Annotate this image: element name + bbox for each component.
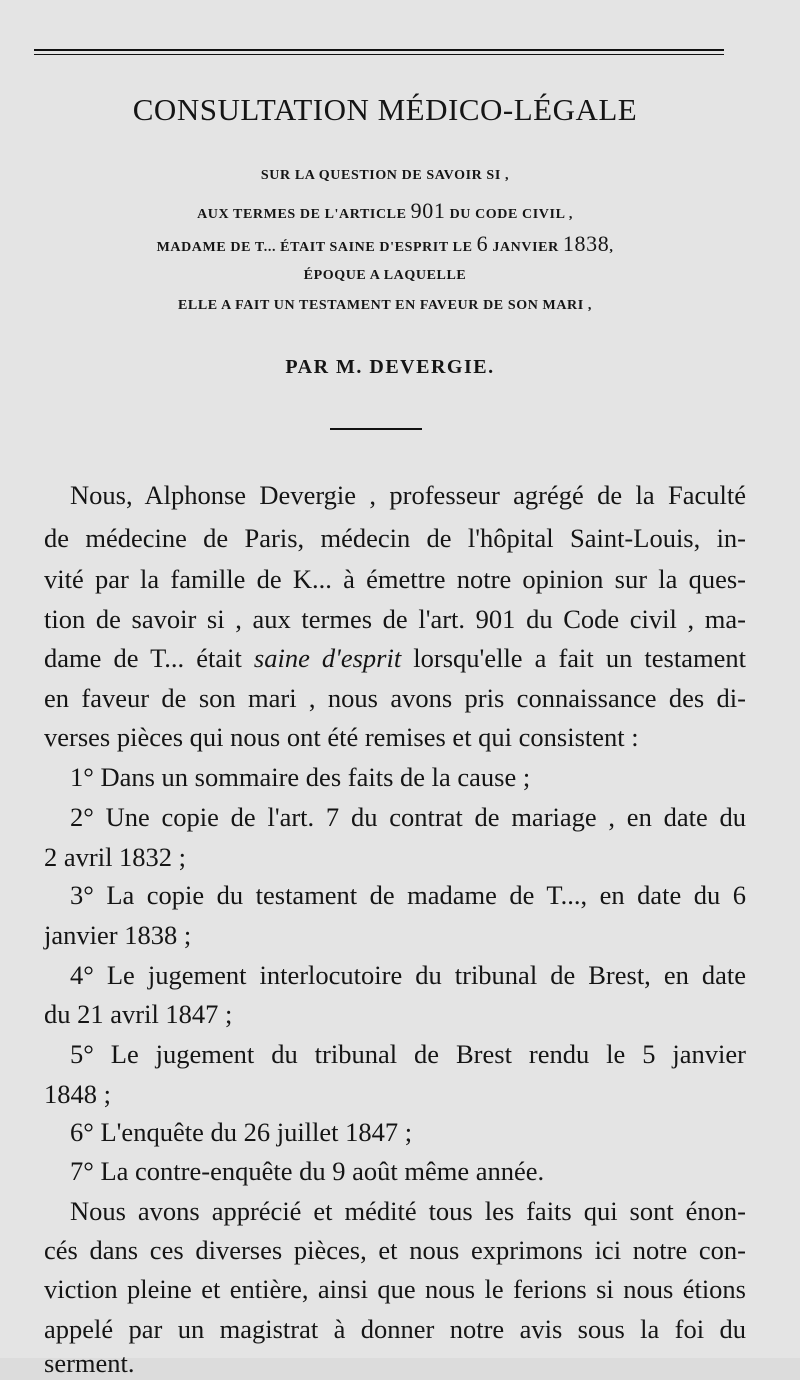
paragraph-line: Nous, Alphonse Devergie , professeur agrégé de la Faculté <box>70 480 746 510</box>
subtitle-line-4: ÉPOQUE A LAQUELLE <box>303 268 467 283</box>
paragraph-line: verses pièces qui nous ont été remises et qui consistent : <box>44 722 639 752</box>
text-run: lorsqu'elle a fait un testament <box>401 643 746 673</box>
paragraph-line <box>44 641 746 675</box>
rule-line <box>34 54 724 55</box>
list-item: 7° La contre-enquête du 9 août même année. <box>70 1156 545 1186</box>
paragraph-line: appelé par un magistrat à donner notre avis sous la foi du <box>44 1314 746 1344</box>
subtitle-line-3 <box>0 231 770 257</box>
subtitle-text: MADAME DE T... ÉTAIT SAINE D'ESPRIT LE <box>156 240 473 255</box>
date-day: 6 <box>476 231 489 256</box>
list-item: 3° La copie du testament de madame de T..., en date du 6 <box>70 880 746 910</box>
paragraph-line: Nous avons apprécié et médité tous les faits qui sont énon- <box>70 1196 746 1226</box>
author-byline: PAR M. DEVERGIE. <box>285 356 495 378</box>
list-item-continuation: 1848 ; <box>44 1079 111 1109</box>
document-title: CONSULTATION MÉDICO-LÉGALE <box>132 92 638 127</box>
list-item: 2° Une copie de l'art. 7 du contrat de mariage , en date du <box>70 802 746 832</box>
date-year: 1838 <box>562 231 610 256</box>
list-item: 5° Le jugement du tribunal de Brest rendu le 5 janvier <box>70 1039 746 1069</box>
list-item: 4° Le jugement interlocutoire du tribunal de Brest, en date <box>70 960 746 990</box>
paragraph-line: serment. <box>44 1348 135 1378</box>
subtitle-text: AUX TERMES DE L'ARTICLE <box>197 207 407 222</box>
subtitle-line-1: SUR LA QUESTION DE SAVOIR SI , <box>260 168 510 183</box>
list-item: 1° Dans un sommaire des faits de la cause ; <box>70 762 531 792</box>
paragraph-line: en faveur de son mari , nous avons pris connaissance des di- <box>44 683 746 713</box>
subtitle-text: DU CODE CIVIL , <box>449 207 573 222</box>
subtitle-line-2 <box>0 198 770 224</box>
subtitle-text: , <box>609 240 614 255</box>
list-item: 6° L'enquête du 26 juillet 1847 ; <box>70 1117 413 1147</box>
paragraph-line: de médecine de Paris, médecin de l'hôpital Saint-Louis, in- <box>44 523 746 553</box>
rule-line <box>34 49 724 51</box>
paragraph-line: vité par la famille de K... à émettre notre opinion sur la ques- <box>44 564 746 594</box>
italic-phrase: saine d'esprit <box>253 643 402 673</box>
header-double-rule <box>34 44 724 60</box>
text-run: dame de T... était <box>44 643 254 673</box>
section-rule <box>330 428 422 430</box>
list-item-continuation: 2 avril 1832 ; <box>44 842 187 872</box>
subtitle-line-5: ELLE A FAIT UN TESTAMENT EN FAVEUR DE SON MARI , <box>177 298 592 313</box>
paragraph-line: viction pleine et entière, ainsi que nous le ferions si nous étions <box>44 1274 746 1304</box>
subtitle-text: JANVIER <box>492 240 559 255</box>
list-item-continuation: janvier 1838 ; <box>44 920 192 950</box>
article-number: 901 <box>410 198 446 223</box>
paragraph-line: tion de savoir si , aux termes de l'art. 901 du Code civil , ma- <box>44 604 746 634</box>
list-item-continuation: du 21 avril 1847 ; <box>44 999 233 1029</box>
paragraph-line: cés dans ces diverses pièces, et nous exprimons ici notre con- <box>44 1235 746 1265</box>
